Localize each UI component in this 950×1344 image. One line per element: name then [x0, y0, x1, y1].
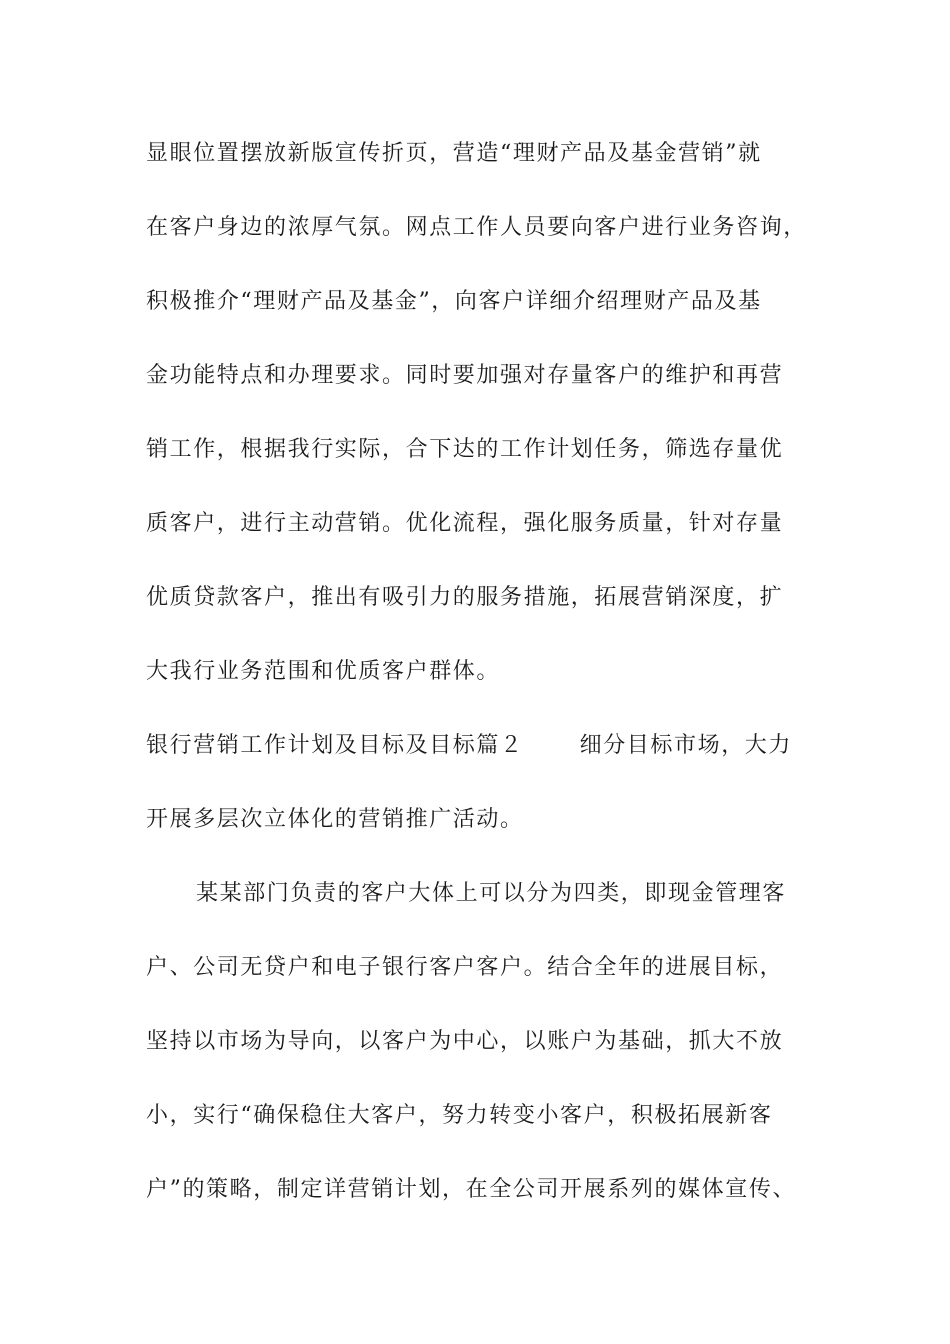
- paragraph1-line-3: 积极推介“理财产品及基金”，向客户详细介绍理财产品及基: [146, 289, 762, 314]
- heading-tail: 细分目标市场，大力: [579, 733, 793, 758]
- paragraph1-line-5: 销工作，根据我行实际，合下达的工作计划任务，筛选存量优: [146, 437, 784, 462]
- paragraph1-line-1: 显眼位置摆放新版宣传折页，营造“理财产品及基金营销”就: [146, 141, 762, 166]
- paragraph2-line-2: 户、公司无贷户和电子银行客户客户。结合全年的进展目标，: [146, 955, 784, 980]
- paragraph2-line-5: 户”的策略，制定详营销计划，在全公司开展系列的媒体宣传、: [146, 1177, 797, 1202]
- paragraph2-line-3: 坚持以市场为导向，以客户为中心，以账户为基础，抓大不放: [146, 1029, 784, 1054]
- paragraph2-line-1: 某某部门负责的客户大体上可以分为四类，即现金管理客: [196, 881, 787, 906]
- paragraph1-line-7: 优质贷款客户，推出有吸引力的服务措施，拓展营销深度，扩: [146, 585, 784, 610]
- section-heading: 银行营销工作计划及目标及目标篇２: [146, 733, 524, 758]
- section-heading-line: [146, 731, 836, 761]
- heading-line-2: 开展多层次立体化的营销推广活动。: [146, 807, 524, 832]
- paragraph2-line-4: 小，实行“确保稳住大客户，努力转变小客户，积极拓展新客: [146, 1103, 773, 1128]
- paragraph1-line-8: 大我行业务范围和优质客户群体。: [146, 659, 501, 684]
- paragraph1-line-2: 在客户身边的浓厚气氛。网点工作人员要向客户进行业务咨询，: [146, 215, 807, 240]
- paragraph1-line-6: 质客户，进行主动营销。优化流程，强化服务质量，针对存量: [146, 511, 784, 536]
- paragraph1-line-4: 金功能特点和办理要求。同时要加强对存量客户的维护和再营: [146, 363, 784, 388]
